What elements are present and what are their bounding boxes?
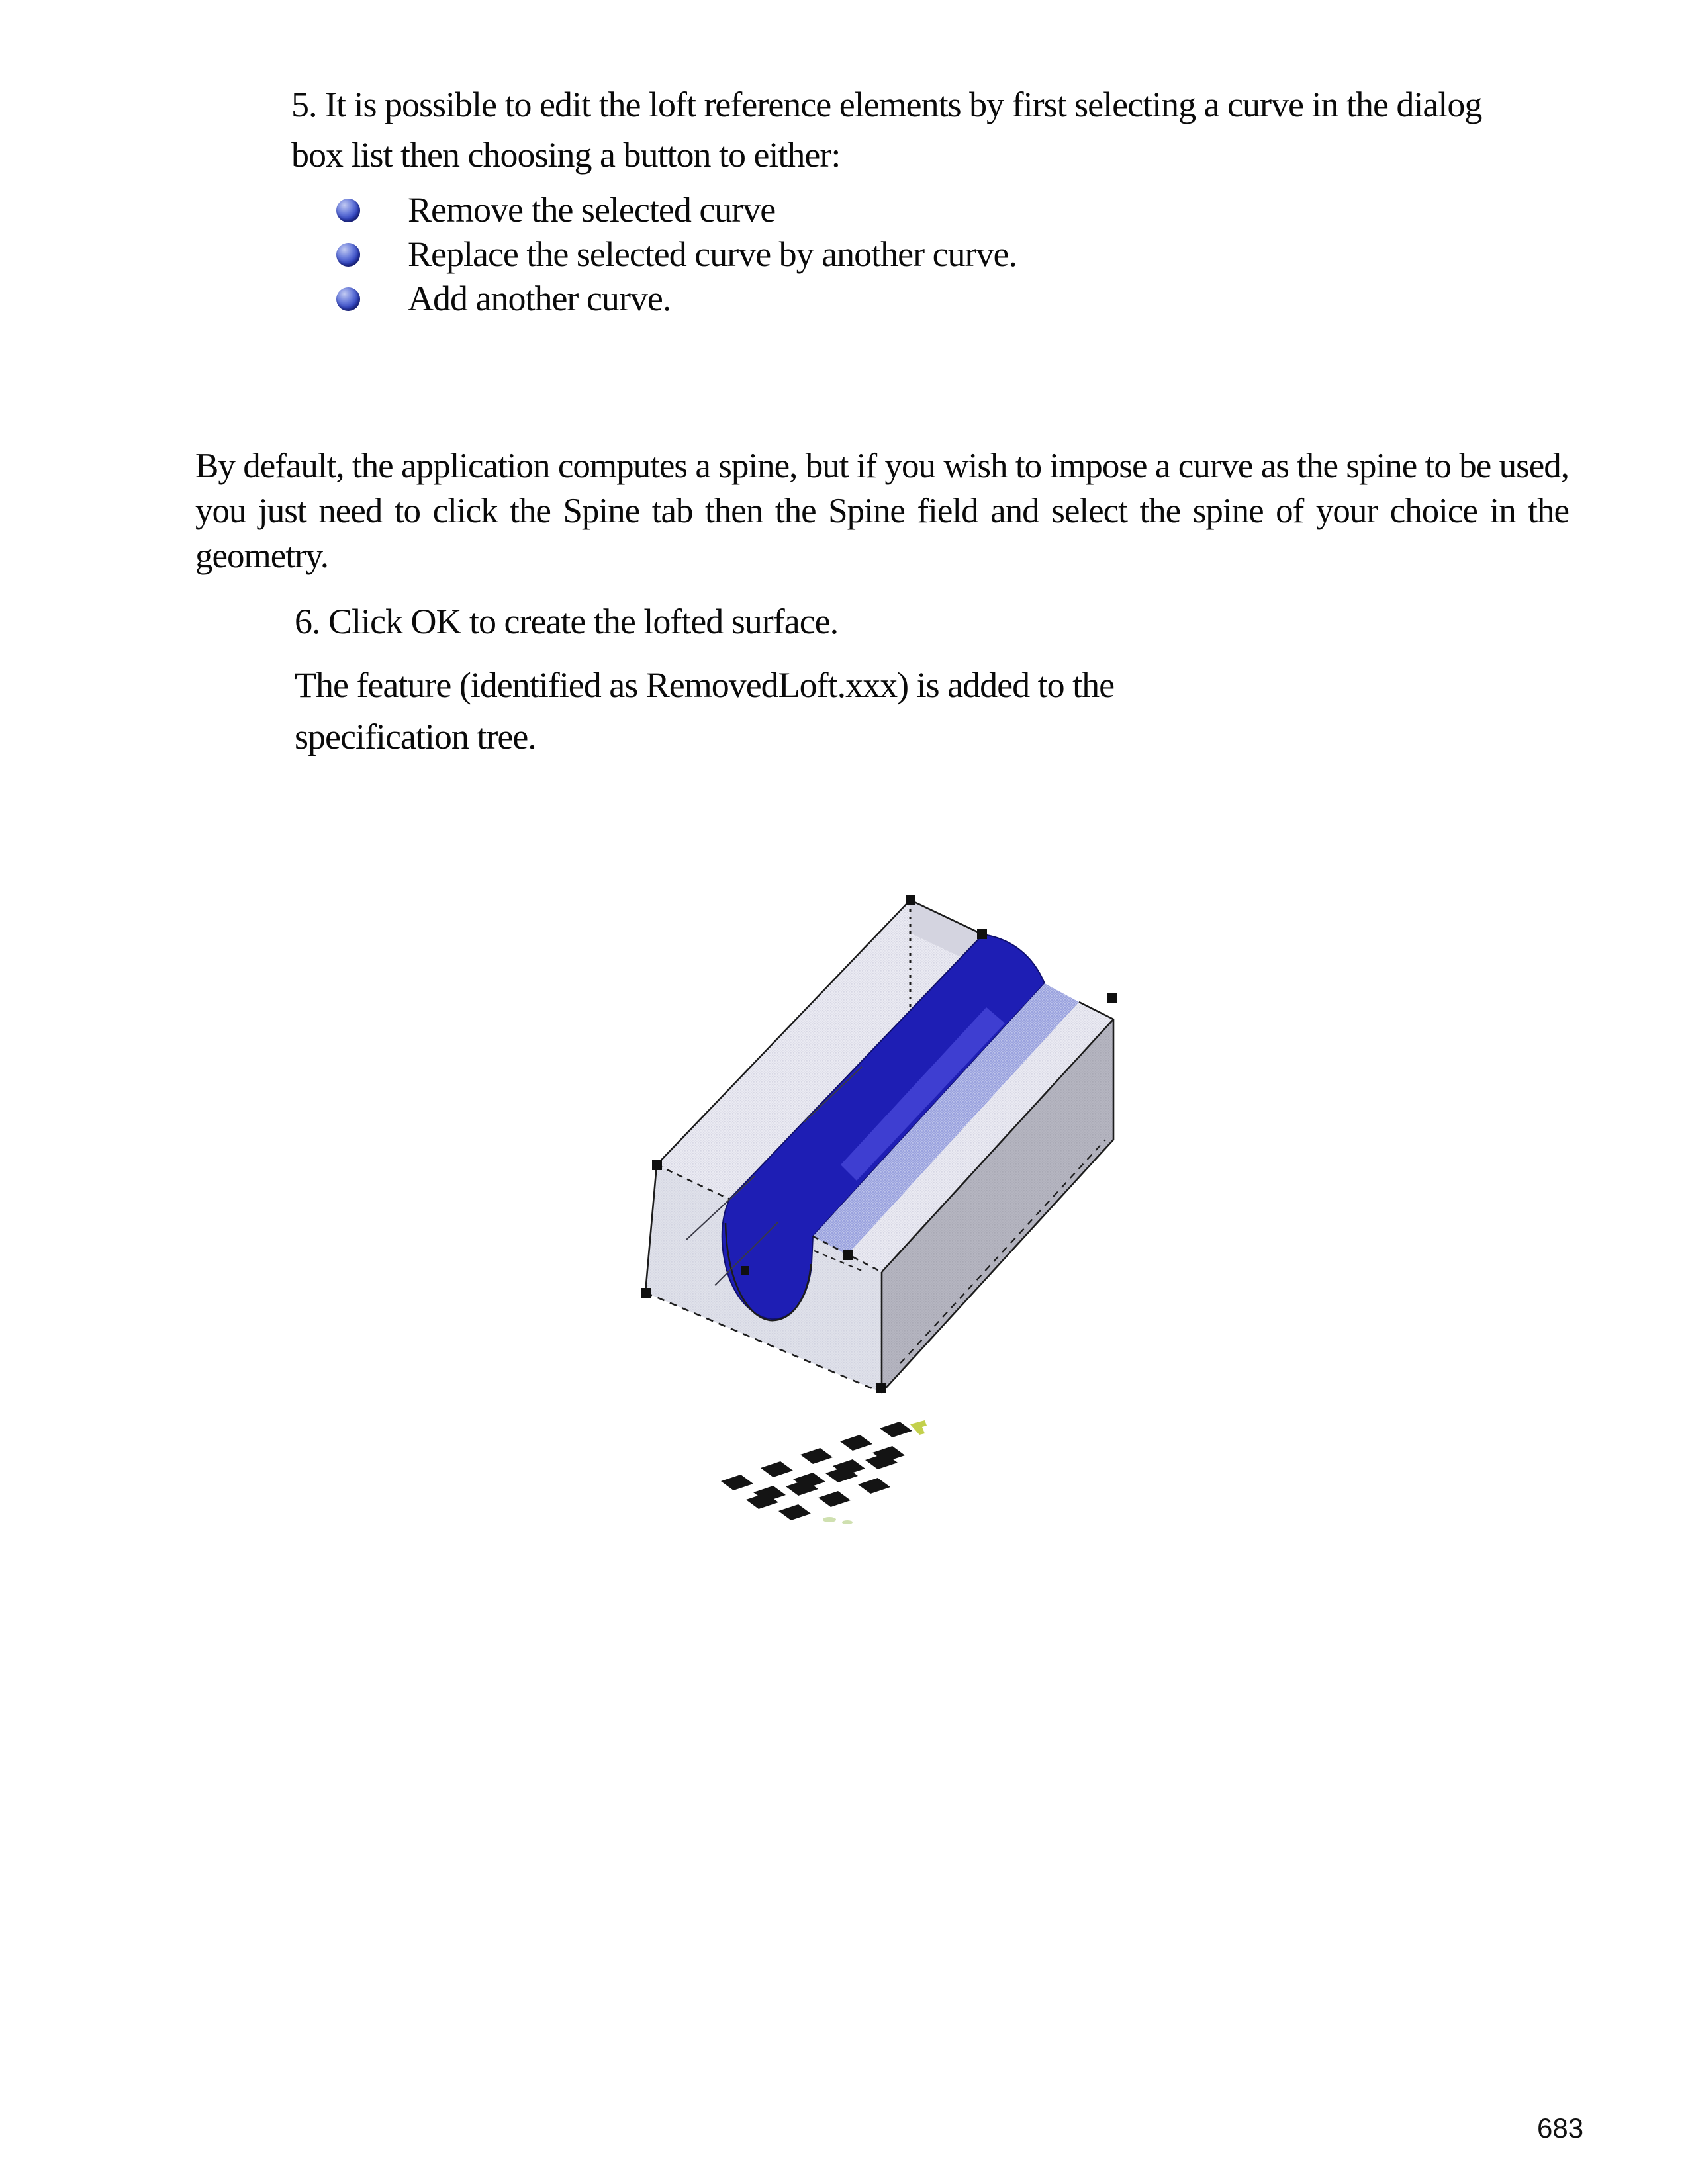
list-item bbox=[336, 188, 1329, 232]
cad-block-illustration bbox=[616, 854, 1165, 1436]
checkered-flag-icon bbox=[712, 1410, 937, 1525]
list-item bbox=[336, 232, 1329, 277]
feature-note: The feature (identified as RemovedLoft.xxx) is added to the specification tree. bbox=[295, 665, 1115, 756]
bullet-label: Remove the selected curve bbox=[408, 190, 776, 230]
bullet-list bbox=[336, 188, 1329, 321]
loft-result-figure bbox=[616, 854, 1165, 1436]
step-6-instruction: 6. Click OK to create the lofted surface. bbox=[295, 602, 839, 641]
bullet-label: Replace the selected curve by another curve. bbox=[408, 234, 1017, 274]
blue-sphere-bullet-icon bbox=[336, 243, 360, 267]
finish-flag-figure bbox=[712, 1410, 937, 1525]
flag-smudges bbox=[823, 1517, 853, 1524]
blue-sphere-bullet-icon bbox=[336, 287, 360, 311]
list-item bbox=[336, 277, 1329, 321]
checker-squares bbox=[721, 1422, 912, 1520]
flag-accent-mark bbox=[910, 1420, 927, 1435]
page-number: 683 bbox=[1537, 2113, 1584, 2144]
spine-paragraph: By default, the application computes a spine, but if you wish to impose a curve as the spine to be used, you just need to click the Spine tab then the Spine field and select the spine of your choice in the geometry. bbox=[195, 447, 1569, 575]
bullet-label: Add another curve. bbox=[408, 279, 671, 318]
blue-sphere-bullet-icon bbox=[336, 199, 360, 222]
step-5-instruction: 5. It is possible to edit the loft reference elements by first selecting a curve in the dialog box list then choosing a button to either: bbox=[291, 85, 1482, 175]
